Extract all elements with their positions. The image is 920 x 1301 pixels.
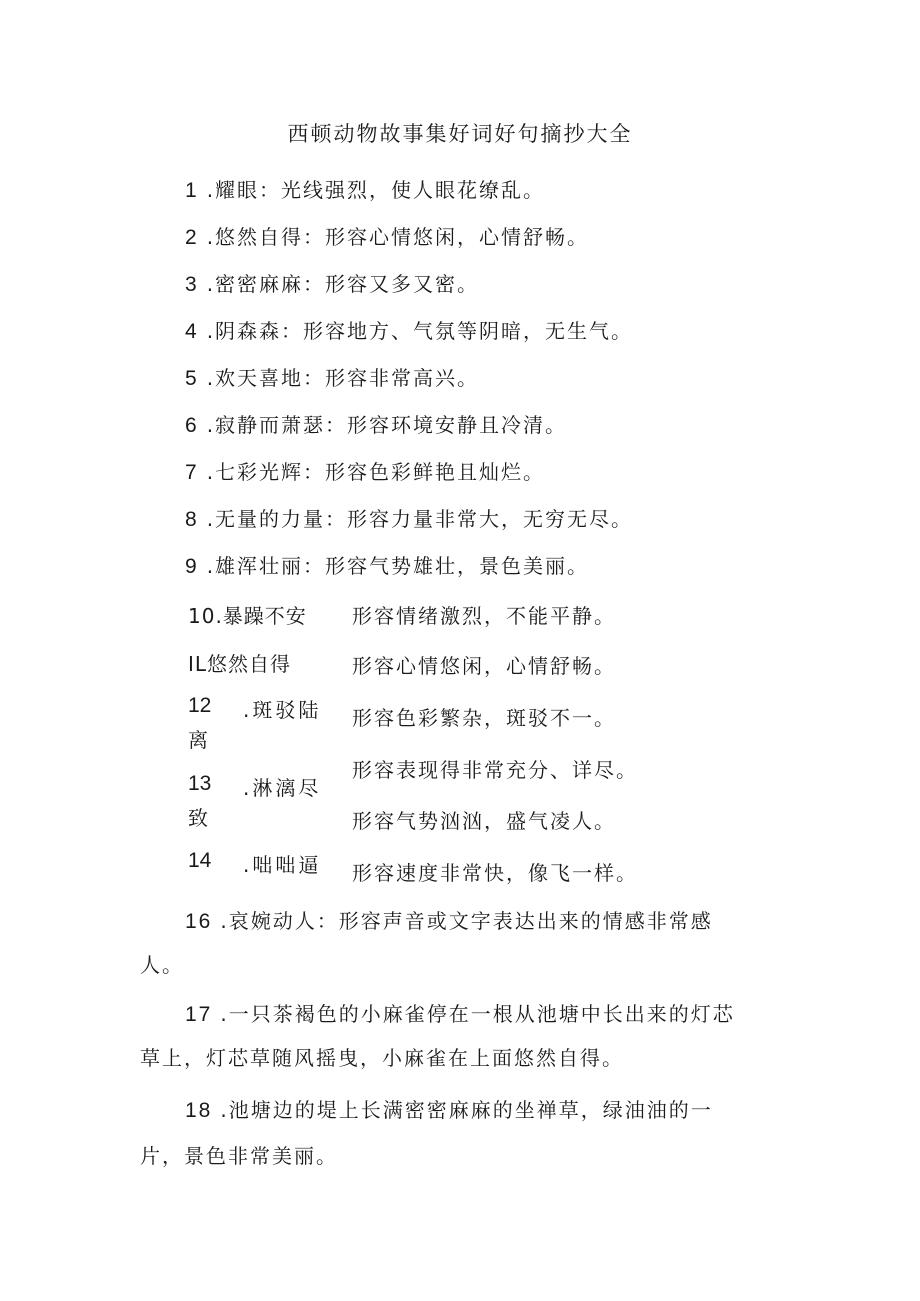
paragraph-text: .池塘边的堤上长满密密麻麻的坐禅草，绿油油的一 [220,1098,713,1122]
term-cell: .斑驳陆 [243,698,322,722]
paragraph-number: 16 [185,910,213,933]
list-item [185,550,589,579]
term-cell: .淋漓尽 [243,776,322,800]
paragraph-line [185,1094,713,1123]
item-text: .悠然自得：形容心情悠闲，心情舒畅。 [206,225,590,249]
definition-cell: 形容速度非常快，像飞一样。 [352,861,638,885]
item-number: 6 [185,414,199,437]
item-text: .耀眼：光线强烈，使人眼花缭乱。 [206,178,546,202]
definition-cell: 形容表现得非常充分、详尽。 [352,758,638,782]
item-number: 7 [185,461,199,484]
item-text: .寂静而萧瑟：形容环境安静且冷清。 [206,413,568,437]
list-item [185,268,479,297]
list-item [185,221,589,250]
definition-cell: 形容色彩繁杂，斑驳不一。 [352,706,616,730]
item-number: 9 [185,555,199,578]
item-text: .阴森森：形容地方、气氛等阴暗，无生气。 [206,319,634,343]
paragraph-line: 人。 [140,953,184,977]
list-item [185,409,567,438]
paragraph-number: 18 [185,1099,213,1122]
item-number: 2 [185,226,199,249]
term-cell-wrap: 致 [188,806,211,830]
item-number: 8 [185,508,199,531]
definition-cell: 形容气势汹汹，盛气凌人。 [352,809,616,833]
definition-cell: 形容心情悠闲，心情舒畅。 [352,654,616,678]
paragraph-text: .哀婉动人：形容声音或文字表达出来的情感非常感 [220,909,713,933]
item-text: .无量的力量：形容力量非常大，无穷无尽。 [206,507,634,531]
list-item [185,174,545,203]
item-number: 4 [185,320,199,343]
term-cell: IL悠然自得 [188,652,292,676]
term-cell: 10.暴躁不安 [188,604,307,628]
term-number: 12 [188,694,212,717]
definition-cell: 形容情绪激烈，不能平静。 [352,604,616,628]
item-number: 3 [185,273,199,296]
list-item [185,362,479,391]
paragraph-line [185,998,735,1027]
item-text: .密密麻麻：形容又多又密。 [206,272,480,296]
paragraph-line [185,905,713,934]
item-text: .七彩光辉：形容色彩鲜艳且灿烂。 [206,460,546,484]
term-number: 13 [188,772,212,795]
paragraph-number: 17 [185,1003,213,1026]
term-number: 14 [188,849,212,872]
term-cell-wrap: 离 [188,728,211,752]
term-cell: .咄咄逼 [243,853,322,877]
page-title: 西顿动物故事集好词好句摘抄大全 [287,122,633,146]
item-number: 5 [185,367,199,390]
list-item [185,456,545,485]
item-text: .欢天喜地：形容非常高兴。 [206,366,480,390]
item-text: .雄浑壮丽：形容气势雄壮，景色美丽。 [206,554,590,578]
item-number: 1 [185,179,199,202]
list-item [185,503,633,532]
paragraph-line: 草上，灯芯草随风摇曳，小麻雀在上面悠然自得。 [140,1046,624,1070]
paragraph-line: 片，景色非常美丽。 [140,1144,338,1168]
list-item [185,315,633,344]
paragraph-text: .一只茶褐色的小麻雀停在一根从池塘中长出来的灯芯 [220,1002,735,1026]
